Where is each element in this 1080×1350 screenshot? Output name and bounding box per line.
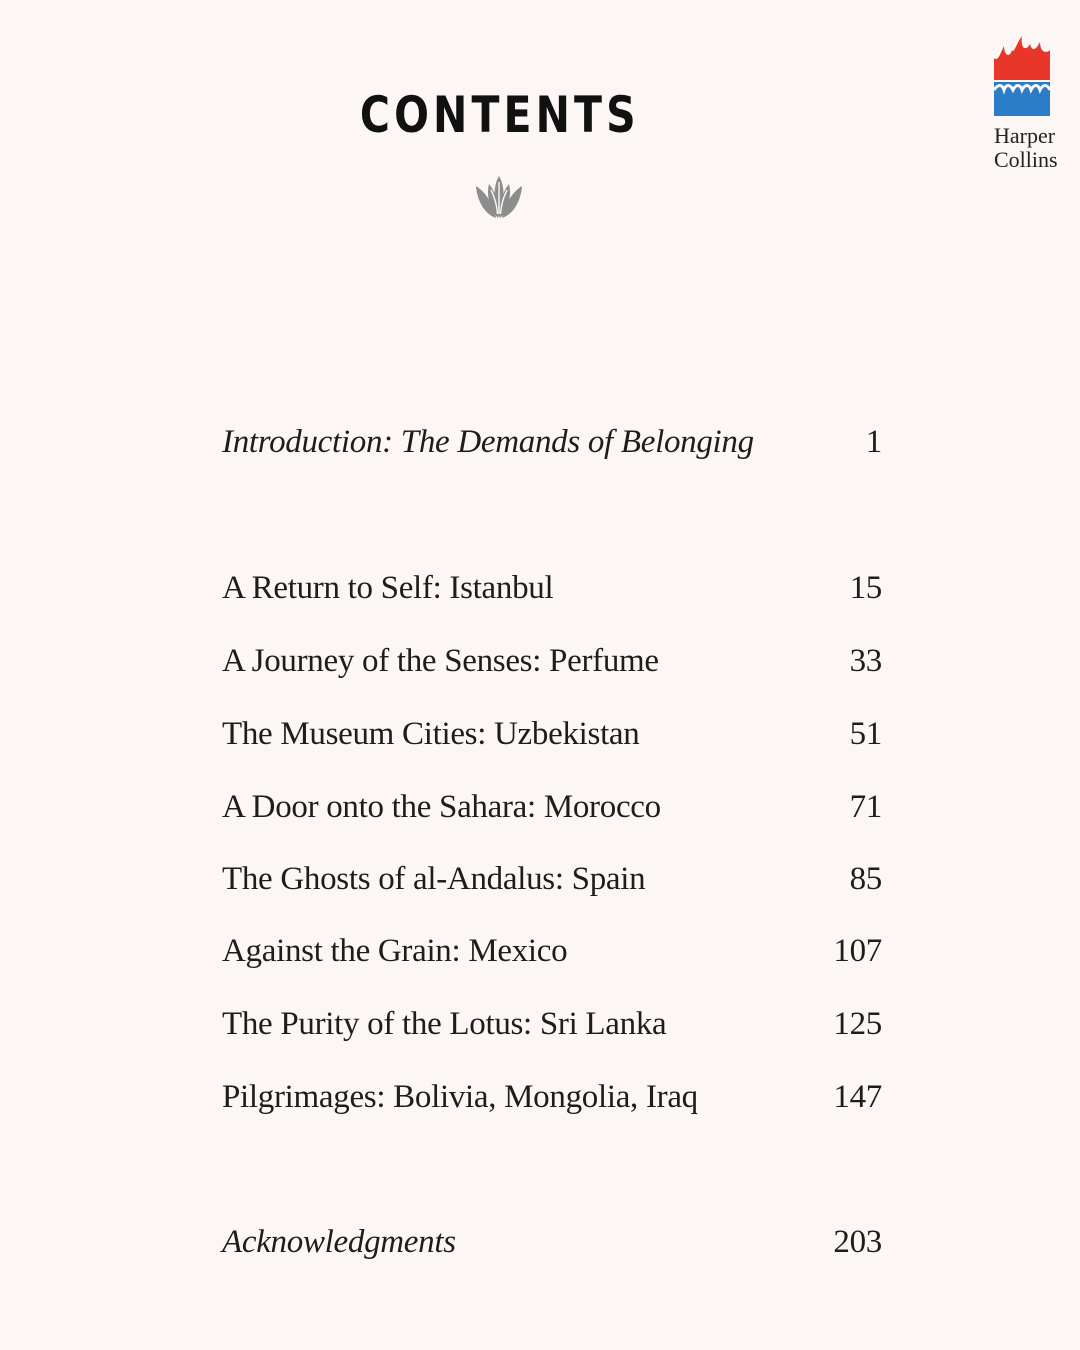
toc-entry-chapter[interactable] (222, 785, 882, 829)
toc-entry-title: A Return to Self: Istanbul (222, 570, 554, 606)
toc-entry-title: Pilgrimages: Bolivia, Mongolia, Iraq (222, 1079, 698, 1115)
toc-entry-title: Introduction: The Demands of Belonging (222, 424, 754, 460)
toc-entry-title: Against the Grain: Mexico (222, 933, 568, 969)
page-title: CONTENTS (359, 86, 640, 144)
toc-entry-chapter[interactable] (222, 712, 882, 756)
toc-entry-acknowledgments[interactable] (222, 1220, 882, 1264)
toc-entry-chapter[interactable] (222, 639, 882, 683)
toc-entry-page: 203 (833, 1224, 882, 1260)
toc-entry-page: 51 (849, 716, 882, 752)
toc-entry-page: 15 (849, 570, 882, 606)
toc-entry-title: The Purity of the Lotus: Sri Lanka (222, 1006, 667, 1042)
toc-entry-page: 147 (833, 1079, 882, 1115)
toc-entry-title: The Ghosts of al-Andalus: Spain (222, 861, 646, 897)
harpercollins-logo (990, 32, 1056, 172)
publisher-name-line1: Harper (994, 123, 1056, 148)
toc-entry-page: 85 (849, 861, 882, 897)
toc-entry-title: The Museum Cities: Uzbekistan (222, 716, 640, 752)
toc-entry-page: 33 (849, 643, 882, 679)
toc-entry-page: 1 (865, 424, 882, 460)
toc-entry-chapter[interactable] (222, 566, 882, 610)
toc-entry-chapter[interactable] (222, 929, 882, 973)
toc-entry-chapter[interactable] (222, 1075, 882, 1119)
toc-entry-page: 71 (849, 789, 882, 825)
toc-entry-title: A Journey of the Senses: Perfume (222, 643, 659, 679)
fire-and-water-icon (990, 32, 1052, 118)
toc-entry-page: 125 (833, 1006, 882, 1042)
toc-entry-chapter[interactable] (222, 1002, 882, 1046)
toc-entry-title: A Door onto the Sahara: Morocco (222, 789, 661, 825)
toc-entry-page: 107 (833, 933, 882, 969)
publisher-name-line2: Collins (994, 147, 1058, 172)
toc-entry-introduction[interactable] (222, 420, 882, 464)
lotus-icon (472, 172, 526, 224)
toc-entry-title: Acknowledgments (222, 1224, 456, 1260)
toc-entry-chapter[interactable] (222, 857, 882, 901)
